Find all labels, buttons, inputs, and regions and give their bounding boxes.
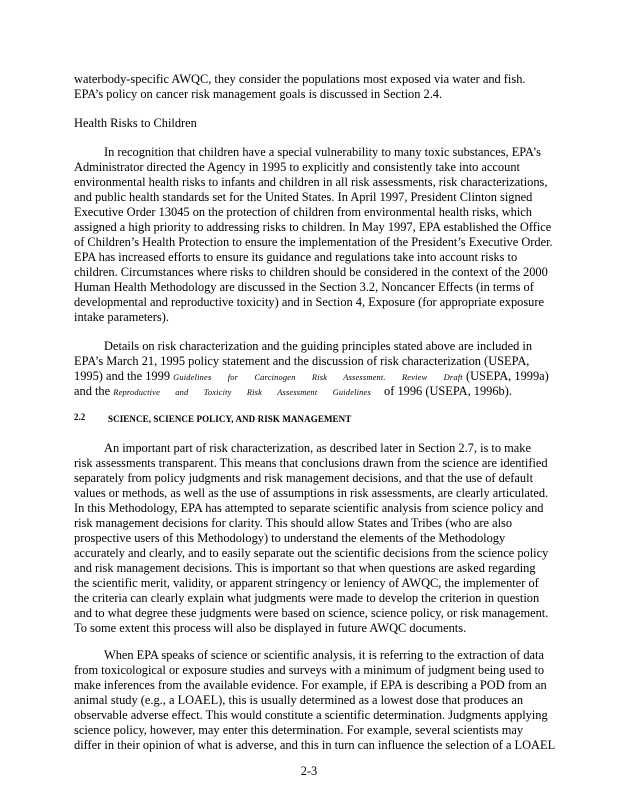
text-line: Administrator directed the Agency in 1995 to explicitly and consistently take into account bbox=[74, 160, 520, 174]
text-line: An important part of risk characterization, as described later in Section 2.7, is to make bbox=[104, 441, 531, 455]
text-line: Human Health Methodology are discussed in the Section 3.2, Noncancer Effects (in terms of bbox=[74, 280, 534, 294]
text-line: children. Circumstances where risks to children should be considered in the context of the 2000 bbox=[74, 265, 548, 279]
text-line: make inferences from the available evidence. For example, if EPA is describing a POD from an bbox=[74, 678, 547, 692]
text-line: EPA’s March 21, 1995 policy statement and the discussion of risk characterization (USEPA, bbox=[74, 354, 530, 368]
section-heading: SCIENCE, SCIENCE POLICY, AND RISK MANAGEMENT bbox=[108, 414, 352, 424]
text-line: waterbody-specific AWQC, they consider the populations most exposed via water and fish. bbox=[74, 72, 526, 86]
text-fragment: and the bbox=[74, 384, 111, 398]
text-line: values or methods, as well as the use of assumptions in risk assessments, are clearly articulated. bbox=[74, 486, 549, 500]
text-line-citation bbox=[74, 384, 512, 400]
text-line: In recognition that children have a special vulnerability to many toxic substances, EPA’s bbox=[104, 145, 541, 159]
text-line: the scientific merit, validity, or apparent stringency or leniency of AWQC, the implementer of bbox=[74, 576, 539, 590]
text-line: assigned a high priority to addressing risks to children. In May 1997, EPA established the Office bbox=[74, 220, 552, 234]
italic-title: Guidelines for Carcinogen Risk Assessment. Review Draft bbox=[173, 373, 463, 382]
text-line: and public health standards set for the United States. In April 1997, President Clinton signed bbox=[74, 190, 533, 204]
text-line: When EPA speaks of science or scientific analysis, it is referring to the extraction of data bbox=[104, 648, 544, 662]
text-fragment: 1995) and the 1999 bbox=[74, 369, 171, 383]
text-line: developmental and reproductive toxicity) and in Section 4, Exposure (for appropriate exposure bbox=[74, 295, 545, 309]
text-line: Executive Order 13045 on the protection of children from environmental health risks, which bbox=[74, 205, 532, 219]
italic-title: Reproductive and Toxicity Risk Assessment Guidelines bbox=[113, 388, 371, 397]
text-line: Details on risk characterization and the guiding principles stated above are included in bbox=[104, 339, 533, 353]
text-line: EPA’s policy on cancer risk management goals is discussed in Section 2.4. bbox=[74, 87, 443, 101]
text-line: EPA has increased efforts to ensure its guidance and regulations take into account risks to bbox=[74, 250, 518, 264]
text-line: science policy, however, may enter this determination. For example, several scientists may bbox=[74, 723, 524, 737]
text-line: of Children’s Health Protection to ensure the implementation of the President’s Executive Order. bbox=[74, 235, 553, 249]
text-line: and to what degree these judgments were based on science, science policy, or risk management. bbox=[74, 606, 549, 620]
text-line: from toxicological or exposure studies and surveys with a minimum of judgment being used to bbox=[74, 663, 545, 677]
page-number: 2-3 bbox=[300, 764, 318, 778]
text-line: intake parameters). bbox=[74, 310, 169, 324]
text-fragment: of 1996 (USEPA, 1996b). bbox=[384, 384, 512, 398]
section-number: 2.2 bbox=[74, 412, 86, 422]
text-line: differ in their opinion of what is adverse, and this in turn can influence the selection of a LOAEL bbox=[74, 738, 556, 752]
text-line: the criteria can clearly explain what judgments were made to develop the criterion in question bbox=[74, 591, 540, 605]
text-line: and risk management decisions. This is important so that when questions are asked regarding bbox=[74, 561, 536, 575]
text-line: In this Methodology, EPA has attempted to separate scientific analysis from science policy and bbox=[74, 501, 544, 515]
text-line: To some extent this process will also be displayed in future AWQC documents. bbox=[74, 621, 467, 635]
text-line: observable adverse effect. This would constitute a scientific determination. Judgments applying bbox=[74, 708, 548, 722]
text-line: animal study (e.g., a LOAEL), this is usually determined as a lowest dose that produces an bbox=[74, 693, 524, 707]
text-line: prospective users of this Methodology) to understand the elements of the Methodology bbox=[74, 531, 506, 545]
text-fragment: (USEPA, 1999a) bbox=[465, 369, 549, 383]
text-line: accurately and clearly, and to easily separate out the scientific decisions from the science policy bbox=[74, 546, 549, 560]
subheading-health-risks-children: Health Risks to Children bbox=[74, 116, 197, 130]
text-line: separately from policy judgments and risk management decisions, and that the use of default bbox=[74, 471, 534, 485]
text-line: risk assessments transparent. This means that conclusions drawn from the science are identified bbox=[74, 456, 548, 470]
text-line: risk management decisions for clarity. This should allow States and Tribes (who are also bbox=[74, 516, 513, 530]
text-line: environmental health risks to infants and children in all risk assessments, risk characterizations, bbox=[74, 175, 548, 189]
text-line-citation bbox=[74, 369, 549, 385]
